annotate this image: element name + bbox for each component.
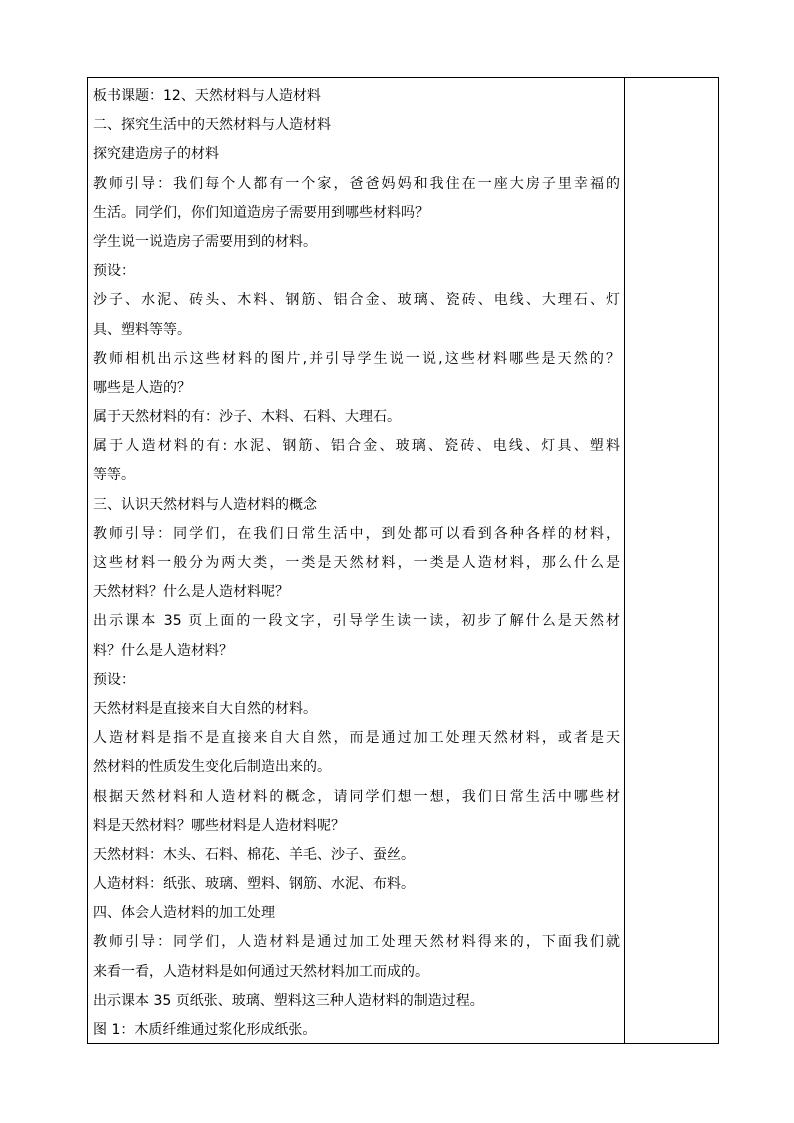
- text-line: 具、塑料等等。: [93, 321, 191, 338]
- text-line: 属于人造材料的有: 水泥、钢筋、铝合金、玻璃、瓷砖、电线、灯具、塑料: [93, 438, 620, 455]
- text-line: 沙子、水泥、砖头、木料、钢筋、铝合金、玻璃、瓷砖、电线、大理石、灯: [93, 292, 620, 309]
- text-line: 图 1：木质纤维通过浆化形成纸张。: [93, 1022, 317, 1038]
- text-line: 探究建造房子的材料: [93, 146, 219, 163]
- text-line: 天然材料？什么是人造材料呢？: [93, 584, 289, 601]
- text-line: 板书课题：12、天然材料与人造材料: [93, 88, 321, 104]
- text-line: 这些材料一般分为两大类，一类是天然材料，一类是人造材料，那么什么是: [93, 555, 620, 571]
- text-line: 料？什么是人造材料？: [93, 642, 233, 659]
- text-line: 等等。: [93, 467, 135, 484]
- text-line: 出示课本 35 页纸张、玻璃、塑料这三种人造材料的制造过程。: [93, 992, 484, 1009]
- text-line: 根据天然材料和人造材料的概念，请同学们想一想，我们日常生活中哪些材: [93, 788, 620, 805]
- text-line: 天然材料是直接来自大自然的材料。: [93, 700, 317, 717]
- text-line: 料是天然材料？哪些材料是人造材料呢？: [93, 817, 345, 834]
- text-line: 学生说一说造房子需要用到的材料。: [93, 233, 317, 250]
- text-line: 生活。同学们，你们知道造房子需要用到哪些材料吗？: [93, 204, 429, 221]
- text-line: 来看一看，人造材料是如何通过天然材料加工而成的。: [93, 963, 429, 980]
- text-line: 教师相机出示这些材料的图片,并引导学生说一说,这些材料哪些是天然的？: [93, 350, 620, 367]
- text-line: 属于天然材料的有：沙子、木料、石料、大理石。: [93, 409, 401, 426]
- text-line: 教师引导：同学们，在我们日常生活中，到处都可以看到各种各样的材料，: [93, 525, 620, 542]
- lesson-table: [87, 77, 719, 1044]
- text-line: 人造材料：纸张、玻璃、塑料、钢筋、水泥、布料。: [93, 876, 415, 893]
- text-line: 三、认识天然材料与人造材料的概念: [93, 496, 317, 513]
- text-line: 二、探究生活中的天然材料与人造材料: [93, 117, 331, 134]
- text-line: 预设：: [93, 263, 135, 280]
- text-line: 教师引导：同学们，人造材料是通过加工处理天然材料得来的，下面我们就: [93, 934, 620, 951]
- text-line: 教师引导：我们每个人都有一个家，爸爸妈妈和我住在一座大房子里幸福的: [93, 175, 620, 192]
- text-line: 哪些是人造的？: [93, 379, 191, 396]
- text-line: 然材料的性质发生变化后制造出来的。: [93, 759, 331, 776]
- text-line: 四、体会人造材料的加工处理: [93, 905, 275, 922]
- text-line: 出示课本 35 页上面的一段文字，引导学生读一读，初步了解什么是天然材: [93, 613, 620, 630]
- notes-cell: [625, 78, 718, 1043]
- text-line: 预设：: [93, 671, 135, 688]
- text-line: 人造材料是指不是直接来自大自然，而是通过加工处理天然材料，或者是天: [93, 730, 620, 747]
- lesson-content-cell: [93, 85, 620, 1048]
- text-line: 天然材料：木头、石料、棉花、羊毛、沙子、蚕丝。: [93, 846, 415, 863]
